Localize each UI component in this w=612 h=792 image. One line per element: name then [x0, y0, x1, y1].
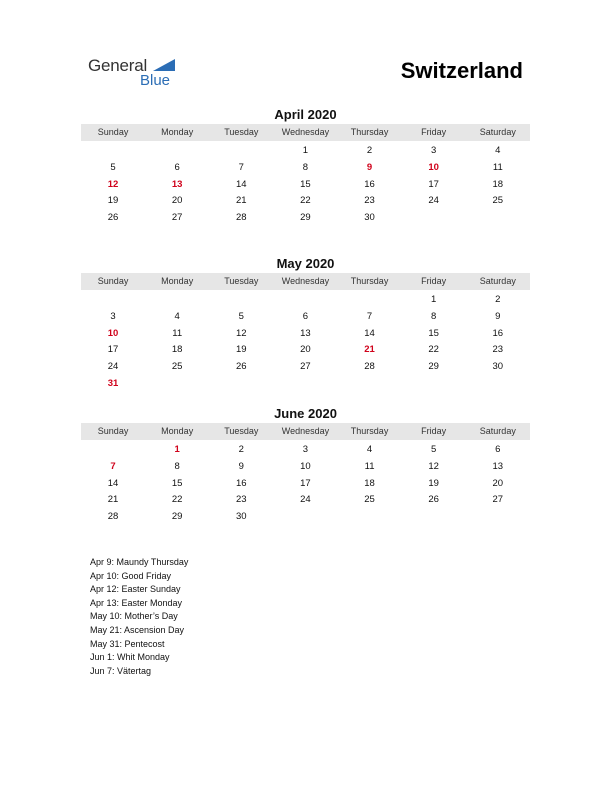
day-cell: 18: [364, 477, 375, 489]
weekday-header-row: [81, 273, 530, 290]
month-calendar-june: [81, 405, 530, 526]
weekday-header: Saturday: [479, 276, 516, 286]
day-cell: 21: [107, 494, 119, 506]
day-cell: 18: [492, 178, 504, 190]
week-row: [81, 442, 530, 459]
day-cell: [209, 143, 273, 160]
day-cell: 11: [492, 161, 503, 173]
weeks-grid: [81, 141, 530, 227]
day-cell: 22: [171, 494, 183, 506]
day-cell: 5: [110, 161, 116, 173]
day-cell: [145, 376, 209, 393]
day-cell: 26: [428, 494, 439, 506]
week-row: [81, 309, 530, 326]
day-cell: 1: [431, 294, 437, 305]
holiday-list-item: Apr 12: Easter Sunday: [90, 584, 181, 595]
day-cell: [209, 376, 273, 393]
weekday-header: Saturday: [479, 127, 516, 137]
weekday-header: Wednesday: [281, 426, 330, 436]
day-cell: 10: [300, 460, 311, 472]
day-cell: 26: [236, 361, 247, 373]
week-row: [81, 376, 530, 393]
day-cell: [338, 292, 402, 309]
day-cell: [81, 143, 145, 160]
day-cell: 13: [300, 327, 311, 339]
day-cell: 12: [428, 460, 439, 472]
day-cell: 4: [366, 444, 373, 455]
day-cell-holiday: 10: [428, 161, 439, 173]
day-cell: 1: [302, 145, 309, 156]
day-cell: 23: [492, 344, 504, 356]
day-cell: 30: [236, 511, 247, 523]
day-cell: 11: [364, 460, 375, 472]
day-cell: [466, 376, 530, 393]
day-cell: 8: [174, 460, 180, 472]
holiday-list-item: Apr 13: Easter Monday: [90, 597, 183, 608]
day-cell: 19: [107, 195, 119, 207]
weekday-header: Tuesday: [224, 426, 259, 436]
day-cell: 2: [495, 294, 501, 305]
day-cell: 22: [428, 344, 439, 356]
day-cell: 17: [300, 477, 311, 489]
day-cell: [402, 376, 466, 393]
day-cell: 9: [238, 460, 244, 472]
month-calendar-april: [81, 106, 530, 227]
holiday-list-item: Jun 1: Whit Monday: [90, 652, 170, 663]
day-cell: [81, 442, 145, 459]
day-cell: 16: [236, 477, 247, 489]
weekday-header: Monday: [161, 426, 194, 436]
holiday-list-item: May 21: Ascension Day: [90, 624, 185, 635]
day-cell: 26: [107, 212, 119, 224]
day-cell: 22: [300, 195, 311, 207]
day-cell: 6: [174, 161, 180, 173]
weeks-grid: [81, 290, 530, 393]
weekday-header: Friday: [421, 276, 447, 286]
day-cell: [338, 509, 402, 526]
holiday-list-item: Jun 7: Vätertag: [90, 665, 152, 676]
day-cell: 3: [302, 444, 309, 455]
week-row: [81, 177, 530, 194]
holiday-list-item: May 10: Mother’s Day: [90, 611, 178, 622]
day-cell: [402, 509, 466, 526]
weekday-header: Wednesday: [281, 127, 330, 137]
day-cell: 27: [492, 494, 504, 506]
day-cell: 18: [171, 344, 183, 356]
logo-triangle-icon: [153, 59, 175, 71]
day-cell: 4: [495, 145, 501, 156]
day-cell: 14: [236, 178, 247, 190]
day-cell: 24: [428, 195, 439, 207]
week-row: [81, 476, 530, 493]
day-cell: 7: [238, 161, 244, 173]
month-title: April 2020: [274, 107, 337, 122]
weekday-header: Tuesday: [224, 276, 259, 286]
day-cell: 11: [172, 327, 183, 339]
day-cell: 24: [300, 494, 311, 506]
holiday-list: [90, 556, 188, 678]
day-cell: 4: [174, 310, 180, 322]
weekday-header: Tuesday: [224, 127, 259, 137]
weekday-header: Sunday: [97, 426, 129, 436]
week-row: [81, 193, 530, 210]
day-cell: 27: [171, 212, 183, 224]
day-cell: 13: [492, 460, 504, 472]
day-cell-holiday: 7: [110, 460, 116, 472]
weekday-header: Monday: [161, 127, 194, 137]
day-cell: 3: [431, 145, 437, 156]
day-cell: 20: [300, 344, 311, 356]
weeks-grid: [81, 440, 530, 526]
day-cell-holiday: 9: [366, 161, 373, 173]
day-cell-holiday: 31: [107, 377, 119, 389]
weekday-header: Thursday: [350, 127, 389, 137]
day-cell: 24: [107, 361, 119, 373]
day-cell: 29: [171, 511, 183, 523]
day-cell: 14: [107, 477, 119, 489]
holiday-list-item: Apr 10: Good Friday: [90, 570, 172, 581]
day-cell: [81, 292, 145, 309]
day-cell: 21: [236, 195, 247, 207]
day-cell: 5: [431, 444, 437, 455]
week-row: [81, 210, 530, 227]
day-cell: 25: [364, 494, 375, 506]
logo-general-text: General: [88, 56, 148, 75]
day-cell: [145, 292, 209, 309]
day-cell-holiday: 21: [364, 344, 375, 356]
weekday-header: Friday: [421, 127, 447, 137]
day-cell: 6: [495, 444, 501, 455]
week-row: [81, 342, 530, 359]
day-cell: 7: [366, 310, 373, 322]
week-row: [81, 509, 530, 526]
day-cell: [145, 143, 209, 160]
day-cell: 16: [492, 327, 504, 339]
day-cell: 28: [107, 511, 119, 523]
weekday-header: Thursday: [350, 426, 389, 436]
month-title: June 2020: [274, 406, 337, 421]
day-cell-holiday: 1: [174, 444, 180, 455]
weekday-header-row: [81, 124, 530, 141]
weekday-header: Friday: [421, 426, 447, 436]
week-row: [81, 143, 530, 160]
day-cell: 30: [492, 361, 504, 373]
month-title: May 2020: [276, 256, 335, 271]
week-row: [81, 160, 530, 177]
day-cell-holiday: 13: [171, 178, 183, 190]
day-cell: 6: [302, 310, 309, 322]
day-cell: 5: [238, 310, 244, 322]
day-cell: [273, 376, 337, 393]
day-cell: 2: [366, 145, 373, 156]
day-cell: [273, 292, 337, 309]
day-cell: 14: [364, 327, 375, 339]
weekday-header: Thursday: [350, 276, 389, 286]
holiday-list-item: May 31: Pentecost: [90, 638, 165, 649]
day-cell: 15: [171, 477, 183, 489]
day-cell: [466, 509, 530, 526]
logo-blue-text: Blue: [140, 72, 171, 89]
day-cell: 25: [492, 195, 504, 207]
week-row: [81, 292, 530, 309]
day-cell: 2: [238, 444, 244, 455]
day-cell: 29: [300, 212, 311, 224]
day-cell: 15: [428, 327, 439, 339]
day-cell: 17: [107, 344, 119, 356]
day-cell: 9: [495, 310, 501, 322]
day-cell: 8: [431, 310, 437, 322]
day-cell-holiday: 10: [107, 327, 119, 339]
week-row: [81, 359, 530, 376]
day-cell: [466, 210, 530, 227]
day-cell: 17: [428, 178, 439, 190]
weekday-header: Saturday: [479, 426, 516, 436]
day-cell: 28: [236, 212, 247, 224]
weekday-header: Sunday: [97, 127, 129, 137]
day-cell: 23: [236, 494, 247, 506]
day-cell: 27: [300, 361, 311, 373]
general-blue-logo: [88, 56, 188, 92]
day-cell: [402, 210, 466, 227]
day-cell: 19: [236, 344, 247, 356]
day-cell: 20: [171, 195, 183, 207]
day-cell: 30: [364, 212, 375, 224]
weekday-header: Sunday: [97, 276, 129, 286]
weekday-header: Wednesday: [281, 276, 330, 286]
day-cell: 15: [300, 178, 311, 190]
country-title: Switzerland: [400, 58, 523, 83]
weekday-header-row: [81, 423, 530, 440]
month-calendar-may: [81, 255, 530, 393]
day-cell: 16: [364, 178, 375, 190]
day-cell: [209, 292, 273, 309]
day-cell: 12: [236, 327, 247, 339]
day-cell-holiday: 12: [107, 178, 119, 190]
day-cell: [273, 509, 337, 526]
holiday-list-item: Apr 9: Maundy Thursday: [90, 557, 189, 567]
day-cell: 25: [171, 361, 183, 373]
day-cell: 3: [110, 310, 116, 322]
day-cell: 8: [302, 161, 309, 173]
day-cell: 19: [428, 477, 439, 489]
week-row: [81, 492, 530, 509]
day-cell: 20: [492, 477, 504, 489]
day-cell: 29: [428, 361, 439, 373]
day-cell: 23: [364, 195, 375, 207]
day-cell: 28: [364, 361, 375, 373]
day-cell: [338, 376, 402, 393]
week-row: [81, 459, 530, 476]
week-row: [81, 326, 530, 343]
weekday-header: Monday: [161, 276, 194, 286]
